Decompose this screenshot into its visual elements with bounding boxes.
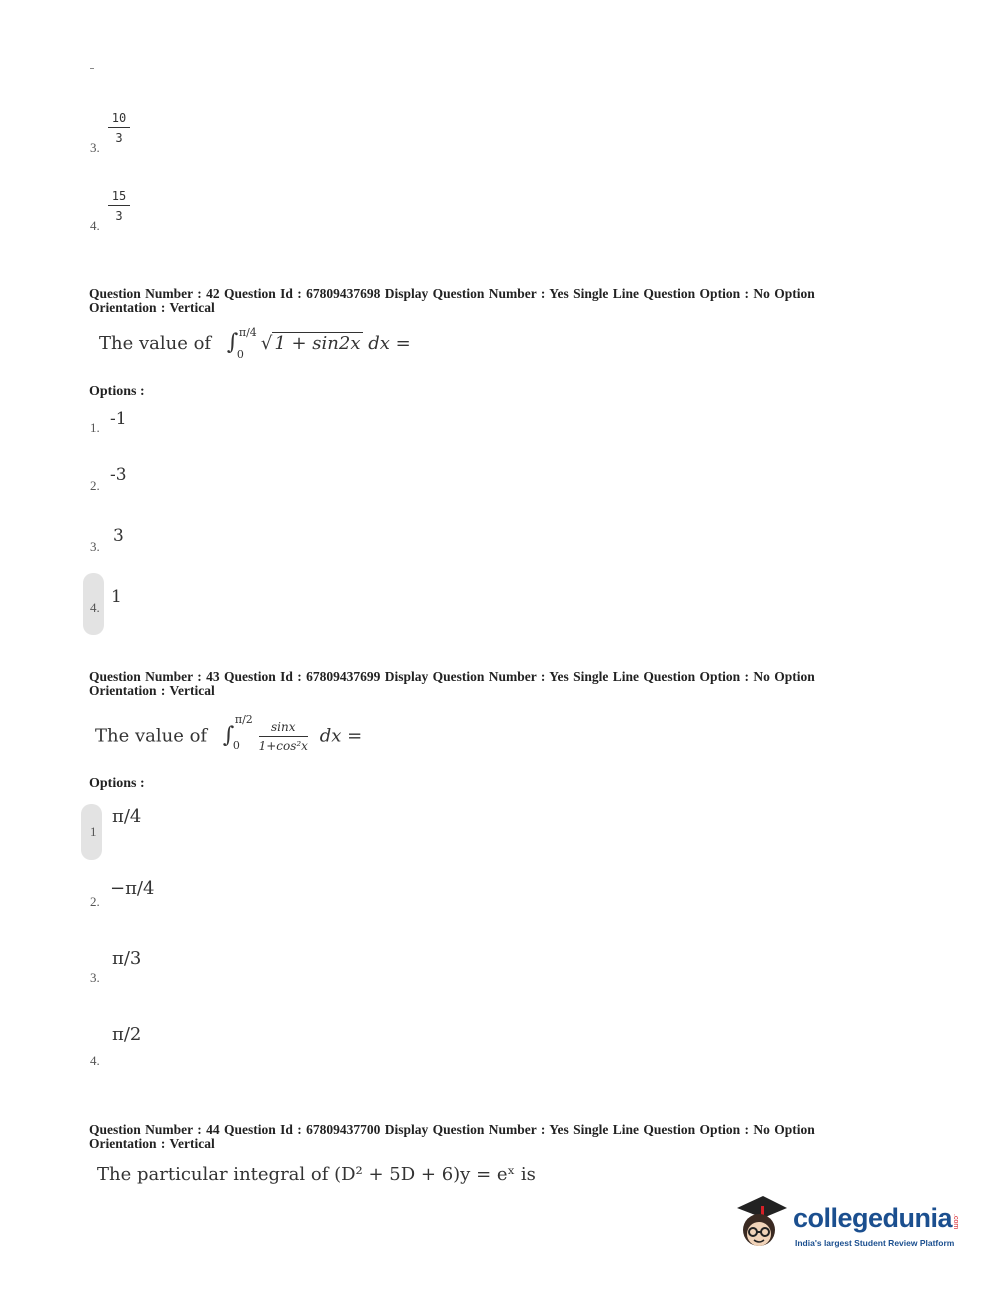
option-number: 3. [90,970,100,985]
question-42-header [89,287,879,315]
differential: dx = [368,333,411,354]
header-line: Question Number : 44 Question Id : 67809437700 Display Question Number : Yes Single Line Question Option : No Option [89,1122,815,1137]
option-value: 3 [113,526,124,546]
header-line: Question Number : 43 Question Id : 67809437699 Display Question Number : Yes Single Line Question Option : No Option [89,669,815,684]
denominator: 3 [115,131,123,145]
option-value: -3 [110,465,127,485]
option-value: −π/4 [110,878,155,899]
header-line: Orientation : Vertical [89,683,215,698]
option-value: π/2 [112,1024,142,1045]
question-43-header [89,670,879,698]
options-label: Options : [89,384,145,399]
question-43-text: The value of ∫ π/2 0 $\frac{\sin x}{\text{1+cos²x}}$ dx = [95,712,363,753]
option-value: π/3 [112,948,142,969]
numerator: 10 [111,111,127,125]
question-44-header [89,1123,879,1151]
header-line: Orientation : Vertical [89,300,215,315]
question-42-text: The value of ∫ π/4 0 √ 1 + sin2x dx = [99,326,411,361]
option-number: 3. [90,140,100,155]
fraction [108,111,130,145]
integrand: 1 + sin2x [274,333,361,354]
logo-suffix: .com [952,1214,959,1230]
logo-name: collegedunia [793,1203,953,1233]
denominator: 1+cos²x [258,739,308,753]
question-prefix: The value of [99,333,212,354]
option-number: 4. [90,1053,100,1068]
header-line: Orientation : Vertical [89,1136,215,1151]
option-value: -1 [110,409,127,429]
option-number: 4. [90,600,100,615]
option-number: 1 [90,824,97,839]
denominator: 3 [115,209,123,223]
option-number: 4. [90,218,100,233]
logo-tagline: India's largest Student Review Platform [795,1238,955,1248]
collegedunia-mascot-icon [733,1190,789,1252]
logo-wordmark [793,1203,952,1234]
lower-limit: 0 [236,348,244,361]
question-44-text: The particular integral of (D² + 5D + 6)y = eˣ is [97,1164,536,1185]
option-number: 1. [90,420,100,435]
option-value: 1 [111,587,122,607]
numerator: sinx [259,720,308,737]
upper-limit: π/2 [234,712,253,726]
upper-limit: π/4 [238,326,257,339]
option-number: 2. [90,894,100,909]
lower-limit: 0 [232,738,240,752]
option-number: 3. [90,539,100,554]
option-value: π/4 [112,806,142,827]
numerator: 15 [111,189,127,203]
options-label: Options : [89,776,145,791]
question-prefix: The value of [95,725,208,747]
header-line: Question Number : 42 Question Id : 67809437698 Display Question Number : Yes Single Line Question Option : No Option [89,286,815,301]
fraction [108,189,130,223]
differential: dx = [319,725,363,747]
page-mark [90,68,94,69]
option-number: 2. [90,478,100,493]
